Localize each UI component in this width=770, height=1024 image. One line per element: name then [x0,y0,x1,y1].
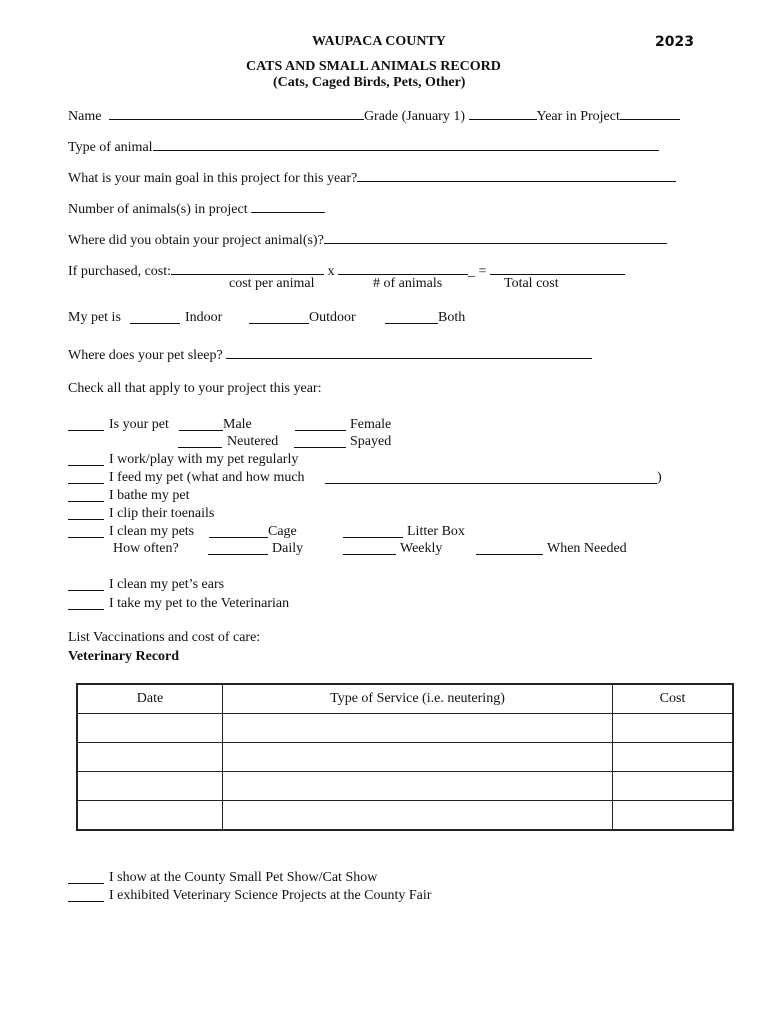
bathe-label: I bathe my pet [109,488,190,503]
name-label: Name [68,109,102,124]
spayed-label: Spayed [350,434,392,449]
form-year: 2023 [655,34,694,50]
goal-row [68,169,676,186]
how-often-label: How often? [113,541,179,556]
vet-record-table [76,683,734,831]
service-cell[interactable] [223,801,613,831]
daily-label: Daily [272,541,304,556]
both-label: Both [438,310,466,325]
cage-blank[interactable] [209,525,268,538]
checklist-intro: Check all that apply to your project this year: [68,381,322,396]
name-field[interactable] [109,107,364,120]
total-cost-caption: Total cost [504,276,559,291]
outdoor-blank[interactable] [249,311,309,324]
form-title: CATS AND SMALL ANIMALS RECORD [246,59,501,74]
goal-label: What is your main goal in this project for this year? [68,171,358,186]
times-sign: x [327,264,335,279]
table-header-row [77,684,733,714]
grade-label: Grade (January 1) [363,109,465,124]
female-blank[interactable] [295,418,346,431]
col-service: Type of Service (i.e. neutering) [223,684,613,714]
show-label: I show at the County Small Pet Show/Cat Show [109,870,378,885]
table-row [77,714,733,743]
pet-is-label: My pet is [68,310,121,325]
type-field[interactable] [153,138,659,151]
neutered-blank[interactable] [178,435,222,448]
form-subtitle: (Cats, Caged Birds, Pets, Other) [273,75,466,90]
date-cell[interactable] [77,743,223,772]
col-cost: Cost [613,684,734,714]
grade-field[interactable] [469,107,537,120]
cost-cell[interactable] [613,801,734,831]
indoor-label: Indoor [185,310,223,325]
clean-check[interactable] [68,525,104,538]
cost-per-animal-field[interactable] [171,262,324,275]
toenails-check[interactable] [68,507,104,520]
total-cost-field[interactable] [490,262,625,275]
indoor-blank[interactable] [130,311,180,324]
weekly-blank[interactable] [343,542,396,555]
litter-box-blank[interactable] [343,525,403,538]
litter-box-label: Litter Box [407,524,465,539]
num-animals-field[interactable] [338,262,468,275]
work-play-label: I work/play with my pet regularly [109,452,299,467]
county-heading: WAUPACA COUNTY [312,34,446,49]
cost-cell[interactable] [613,714,734,743]
type-row [68,138,659,155]
feed-check[interactable] [68,471,104,484]
number-label: Number of animals(s) in project [68,202,248,217]
vaccinations-label: List Vaccinations and cost of care: [68,630,261,645]
clean-label: I clean my pets [109,524,195,539]
goal-field[interactable] [357,169,676,182]
bathe-check[interactable] [68,489,104,502]
cage-label: Cage [268,524,297,539]
male-label: Male [223,417,252,432]
cost-cell[interactable] [613,743,734,772]
sleep-field[interactable] [226,346,592,359]
service-cell[interactable] [223,772,613,801]
toenails-label: I clip their toenails [109,506,215,521]
cost-cell[interactable] [613,772,734,801]
type-label: Type of animal [68,140,153,155]
number-row [68,200,325,217]
male-blank[interactable] [179,418,223,431]
equals-sign: = [478,264,487,279]
neutered-label: Neutered [227,434,279,449]
feed-close-paren: ) [657,470,662,485]
female-label: Female [350,417,392,432]
purchased-label: If purchased, cost: [68,264,172,279]
daily-blank[interactable] [208,542,268,555]
work-play-check[interactable] [68,453,104,466]
when-needed-label: When Needed [547,541,627,556]
sleep-row [68,346,592,363]
vet-record-title: Veterinary Record [68,649,180,664]
show-check[interactable] [68,871,104,884]
num-animals-caption: # of animals [373,276,443,291]
number-field[interactable] [251,200,325,213]
feed-field[interactable] [325,471,657,484]
date-cell[interactable] [77,714,223,743]
exhibited-label: I exhibited Veterinary Science Projects at the County Fair [109,888,432,903]
ears-check[interactable] [68,578,104,591]
weekly-label: Weekly [400,541,443,556]
feed-label: I feed my pet (what and how much [109,470,305,485]
table-row [77,772,733,801]
col-date: Date [77,684,223,714]
vet-label: I take my pet to the Veterinarian [109,596,290,611]
vet-check[interactable] [68,597,104,610]
outdoor-label: Outdoor [309,310,356,325]
sleep-label: Where does your pet sleep? [68,348,223,363]
ears-label: I clean my pet’s ears [109,577,225,592]
name-row [68,107,680,124]
year-field[interactable] [620,107,680,120]
service-cell[interactable] [223,714,613,743]
table-row [77,743,733,772]
when-needed-blank[interactable] [476,542,543,555]
date-cell[interactable] [77,801,223,831]
table-row [77,801,733,831]
purchased-row: If purchased, cost: x _ = [68,262,625,279]
obtain-row [68,231,667,248]
year-label: Year in Project [536,109,620,124]
is-pet-check[interactable] [68,418,104,431]
obtain-field[interactable] [324,231,667,244]
is-pet-label: Is your pet [109,417,169,432]
both-blank[interactable] [385,311,438,324]
cost-per-animal-caption: cost per animal [229,276,315,291]
spayed-blank[interactable] [294,435,346,448]
obtain-label: Where did you obtain your project animal(s)? [68,233,324,248]
exhibited-check[interactable] [68,889,104,902]
service-cell[interactable] [223,743,613,772]
date-cell[interactable] [77,772,223,801]
